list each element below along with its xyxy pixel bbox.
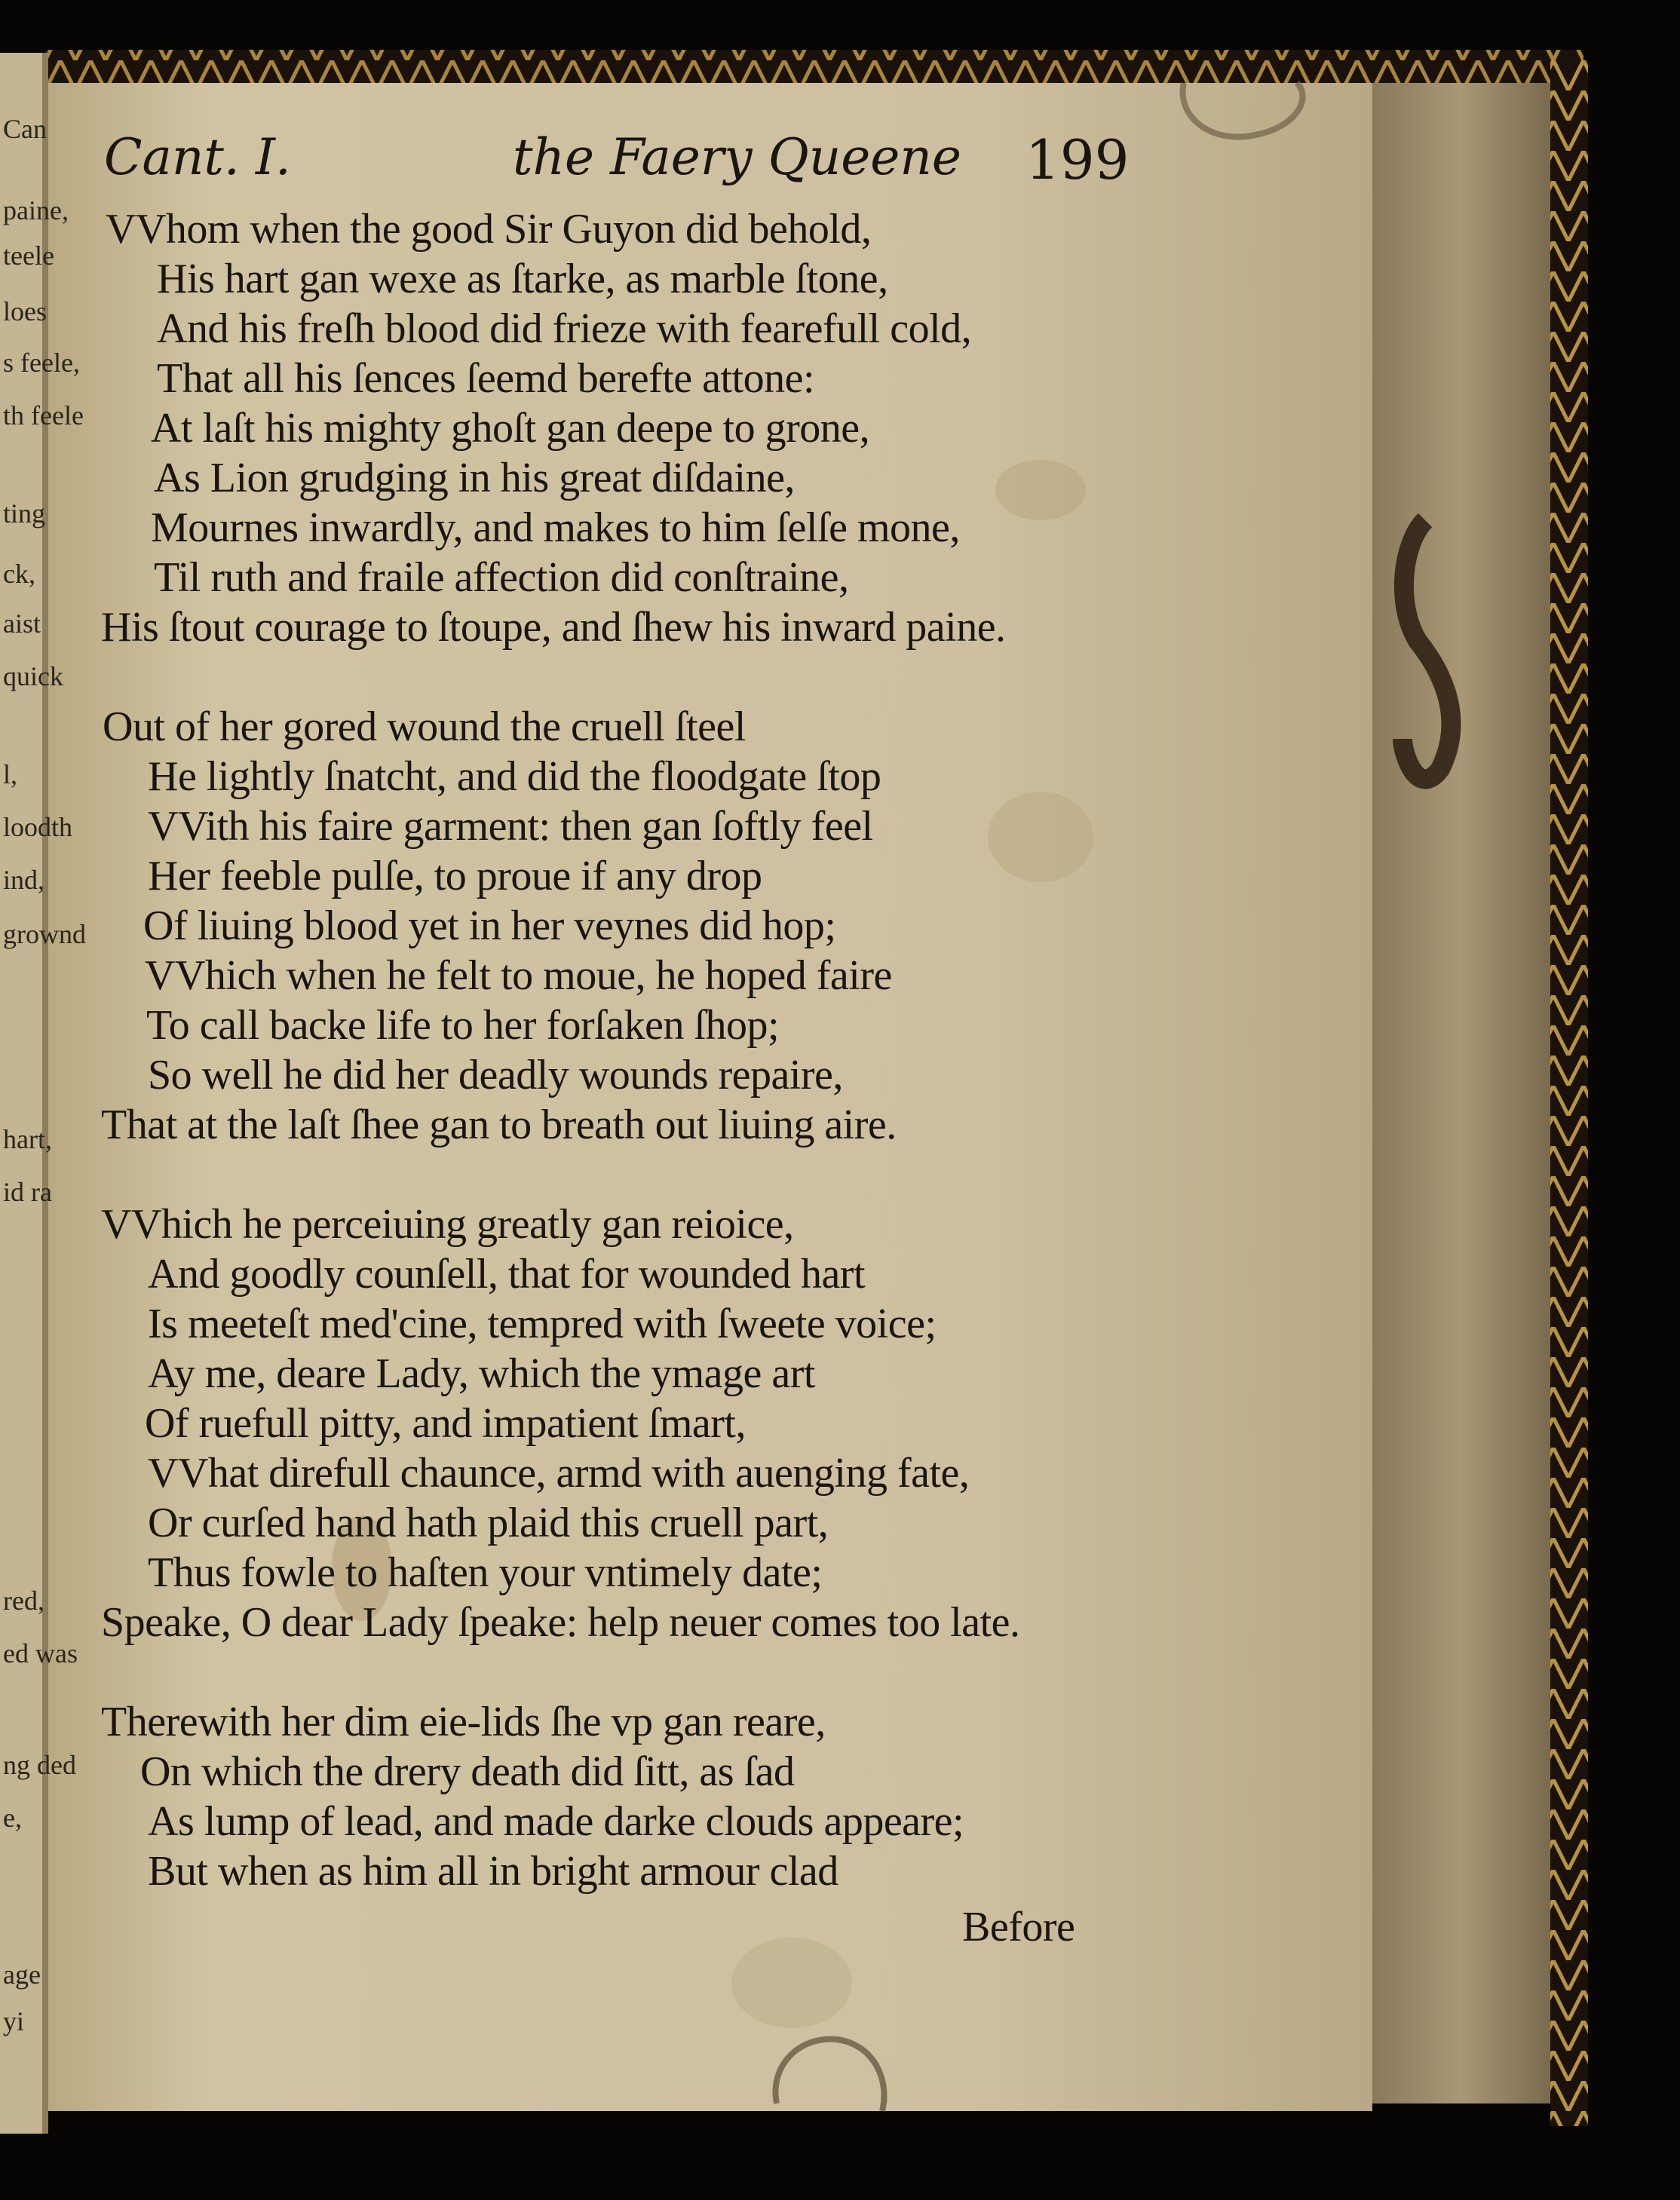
margin-fragment: e, xyxy=(3,1803,22,1833)
margin-fragment: grownd xyxy=(3,919,86,949)
margin-fragment: ck, xyxy=(3,559,35,589)
verse-line: To call backe life to her forſaken ſhop; xyxy=(146,1002,780,1049)
margin-fragment: loodth xyxy=(3,812,73,842)
verse-line: VVhich he perceiuing greatly gan reioice, xyxy=(101,1201,794,1248)
verse-line: Therewith her dim eie-lids ſhe vp gan reare, xyxy=(101,1699,826,1745)
margin-fragment: ting xyxy=(3,498,46,529)
margin-fragment: th feele xyxy=(3,400,84,431)
margin-fragment: hart, xyxy=(3,1124,52,1154)
margin-fragment: loes xyxy=(3,296,47,326)
verse-line: At laſt his mighty ghoſt gan deepe to grone, xyxy=(151,405,870,452)
verse-line: VVith his faire garment: then gan ſoftly feel xyxy=(148,803,873,850)
catchword: Before xyxy=(962,1904,1075,1950)
margin-fragment: aist xyxy=(3,608,41,639)
verse-line: Of liuing blood yet in her veynes did hop; xyxy=(143,902,836,949)
margin-fragment: s feele, xyxy=(3,348,80,378)
verse-line: That at the laſt ſhee gan to breath out liuing aire. xyxy=(101,1102,897,1148)
canto-label: Cant. I. xyxy=(104,128,291,186)
margin-fragment: red, xyxy=(3,1586,44,1616)
verse-line: Of ruefull pitty, and impatient ſmart, xyxy=(145,1400,746,1447)
verse-line: So well he did her deadly wounds repaire, xyxy=(148,1052,843,1098)
verse-line: His ſtout courage to ſtoupe, and ſhew his inward paine. xyxy=(101,604,1006,651)
verse-line: And his freſh blood did frieze with fearefull cold, xyxy=(157,305,972,352)
margin-fragment: id ra xyxy=(3,1177,52,1207)
verse-line: That all his ſences ſeemd berefte attone: xyxy=(157,355,814,402)
verse-line: Or curſed hand hath plaid this cruell part, xyxy=(148,1500,829,1546)
verse-line: Til ruth and fraile affection did conſtraine, xyxy=(154,554,849,601)
verse-line: Is meeteſt med'cine, tempred with ſweete voice; xyxy=(148,1301,937,1347)
verse-line: Thus fowle to haſten your vntimely date; xyxy=(148,1549,823,1596)
verse-line: VVhom when the good Sir Guyon did behold, xyxy=(106,206,872,253)
verse-line: As lump of lead, and made darke clouds appeare; xyxy=(148,1798,964,1845)
gilt-border-top xyxy=(45,50,1583,83)
verse-line: Out of her gored wound the cruell ſteel xyxy=(103,703,746,750)
margin-fragment: quick xyxy=(3,661,63,691)
margin-fragment: ed was xyxy=(3,1638,78,1668)
verse-line: He lightly ſnatcht, and did the floodgate ſtop xyxy=(148,753,881,800)
margin-fragment: paine, xyxy=(3,195,69,225)
verse-line: Speake, O dear Lady ſpeake: help neuer comes too late. xyxy=(101,1599,1020,1646)
verse-line: Mournes inwardly, and makes to him ſelſe mone, xyxy=(151,504,960,551)
margin-fragment: l, xyxy=(3,759,18,789)
margin-fragment: yi xyxy=(3,2006,25,2036)
page-number: 199 xyxy=(1025,128,1130,192)
margin-fragment: ng ded xyxy=(3,1750,76,1780)
margin-fragment: Can xyxy=(3,114,47,144)
margin-fragment: teele xyxy=(3,241,54,271)
margin-fragment: ind, xyxy=(3,865,45,895)
fore-edge xyxy=(1372,83,1550,2103)
verse-line: Her feeble pulſe, to proue if any drop xyxy=(148,853,762,899)
verse-line: And goodly counſell, that for wounded hart xyxy=(148,1251,866,1298)
running-title: the Faery Queene xyxy=(513,128,961,186)
verse-line: VVhat direfull chaunce, armd with auenging fate, xyxy=(148,1450,970,1497)
verse-line: But when as him all in bright armour clad xyxy=(148,1848,838,1895)
margin-fragment: age xyxy=(3,1959,41,1990)
verse-line: As Lion grudging in his great diſdaine, xyxy=(154,455,795,501)
verse-line: Ay me, deare Lady, which the ymage art xyxy=(148,1350,815,1397)
verse-line: On which the drery death did ſitt, as ſad xyxy=(140,1748,795,1795)
verse-line: VVhich when he felt to moue, he hoped faire xyxy=(145,952,892,999)
verse-line: His hart gan wexe as ſtarke, as marble ſtone, xyxy=(157,256,888,302)
gilt-border-right xyxy=(1550,60,1588,2126)
